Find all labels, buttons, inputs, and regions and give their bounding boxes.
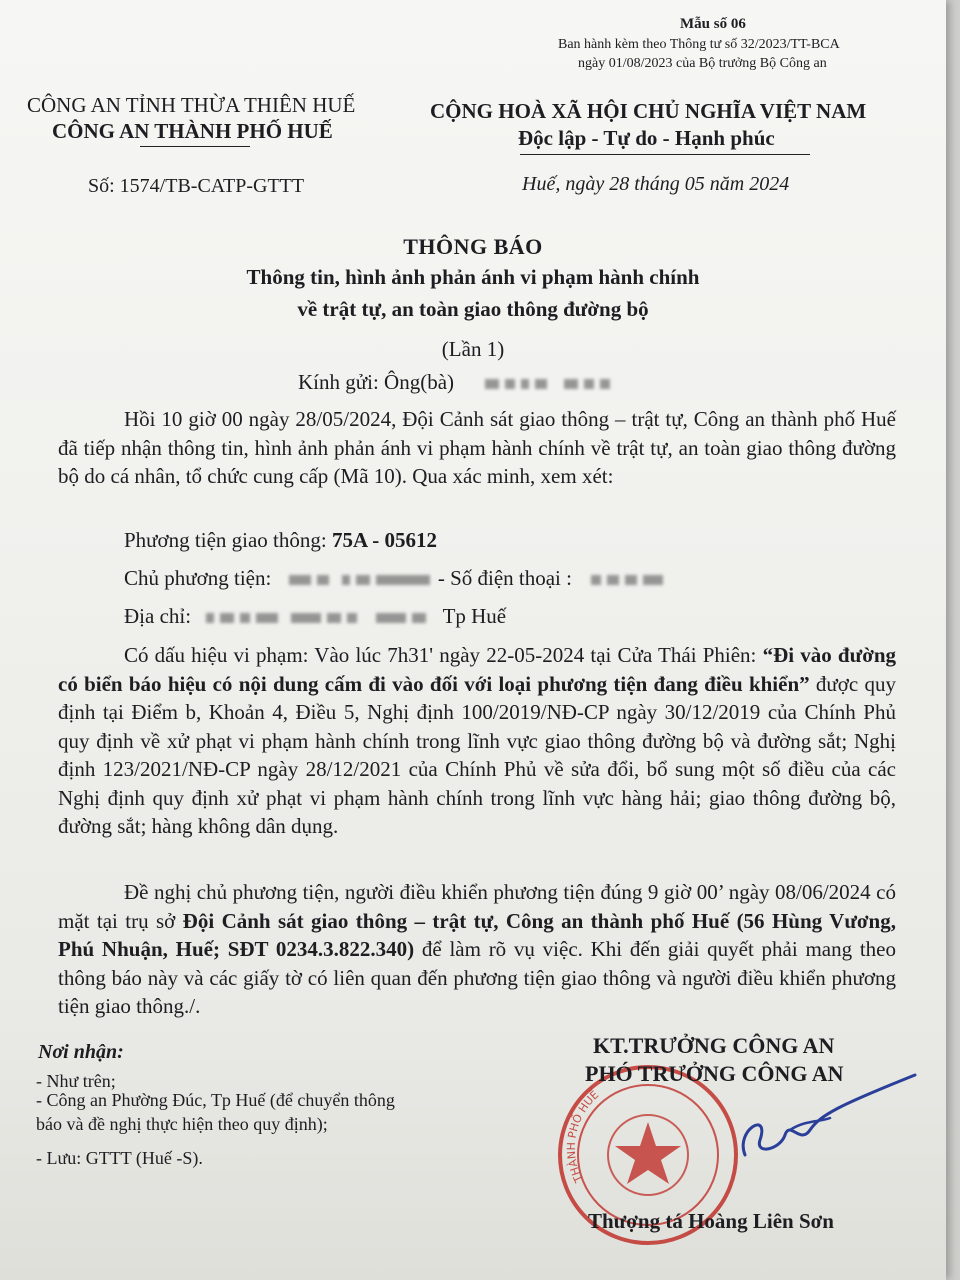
seal-text: THÀNH PHỐ HUẾ: [564, 1088, 602, 1185]
issued-by-line-1: Ban hành kèm theo Thông tư số 32/2023/TT-BCA: [558, 37, 840, 52]
vehicle-plate: 75A - 05612: [331, 528, 437, 552]
address-label: Địa chỉ:: [124, 604, 192, 628]
handwritten-signature-icon: [690, 1060, 920, 1170]
recipient-item: báo và đề nghị thực hiện theo quy định);: [36, 1114, 328, 1134]
motto-underline: [520, 154, 810, 155]
document-subtitle-1: Thông tin, hình ảnh phản ánh vi phạm hành chính: [246, 265, 700, 289]
vehicle-label: Phương tiện giao thông:: [124, 528, 332, 552]
form-number: Mẫu số 06: [680, 16, 746, 32]
signature-title-2: PHÓ TRƯỞNG CÔNG AN: [585, 1061, 844, 1086]
signature-title-1: KT.TRƯỞNG CÔNG AN: [593, 1033, 835, 1058]
redacted-address: [206, 613, 214, 623]
notice-round: (Lần 1): [441, 337, 505, 361]
document-subtitle-2: về trật tự, an toàn giao thông đường bộ: [297, 297, 649, 321]
national-motto: Độc lập - Tự do - Hạnh phúc: [518, 126, 775, 150]
recipient-label: Kính gửi: Ông(bà): [298, 370, 455, 394]
recipient-item: - Như trên;: [36, 1071, 116, 1091]
violation-description: “Đi vào đường có biển báo hiệu có nội dung cấm đi vào đối với loại phương tiện đang điều khiển”: [58, 643, 896, 696]
owner-line: [124, 566, 666, 591]
paragraph-request: [58, 878, 896, 1021]
org-underline: [140, 146, 250, 147]
recipient-line: [298, 370, 613, 395]
phone-label: - Số điện thoại :: [437, 566, 572, 590]
signer-name: Thượng tá Hoàng Liên Sơn: [588, 1209, 834, 1233]
recipients-label: Nơi nhận:: [38, 1041, 124, 1063]
violation-intro: Có dấu hiệu vi phạm: Vào lúc 7h31' ngày 22-05-2024 tại Cửa Thái Phiên:: [124, 643, 763, 667]
paragraph-violation: [58, 641, 896, 841]
address-line: [124, 604, 506, 629]
paragraph-intro: Hồi 10 giờ 00 ngày 28/05/2024, Đội Cảnh sát giao thông – trật tự, Công an thành phố Huế đã tiếp nhận thông tin, hình ảnh phản ánh vi phạm hành chính về trật tự, an toàn giao thông đường bộ do cá nhân, tổ chức cung cấp (Mã 10). Qua xác minh, xem xét:: [58, 407, 896, 488]
document-number: Số: 1574/TB-CATP-GTTT: [88, 175, 305, 197]
recipient-item: - Công an Phường Đúc, Tp Huế (để chuyển thông: [36, 1090, 395, 1110]
request-rest: để làm rõ vụ việc. Khi đến giải quyết phải mang theo thông báo này và các giấy tờ có liên quan đến phương tiện giao thông và người điều khiển phương tiện giao thông./.: [58, 937, 897, 1018]
owner-label: Chủ phương tiện:: [124, 566, 272, 590]
redacted-owner: [289, 575, 311, 585]
address-city: Tp Huế: [442, 604, 507, 628]
redacted-name: [485, 379, 499, 389]
org-name-province: CÔNG AN TỈNH THỪA THIÊN HUẾ: [27, 93, 356, 117]
vehicle-line: [124, 528, 437, 553]
document-date: Huế, ngày 28 tháng 05 năm 2024: [522, 173, 790, 195]
violation-legal-basis: được quy định tại Điểm b, Khoản 4, Điều 5, Nghị định 100/2019/NĐ-CP ngày 30/12/2019 của Chính Phủ quy định về xử phạt vi phạm hành chính trong lĩnh vực giao thông đường bộ và đường sắt; Nghị định 123/2021/NĐ-CP ngày 28/12/2021 của Chính Phủ về sửa đổi, bổ sung một số điều của các Nghị định quy định xử phạt vi phạm hành chính trong lĩnh vực hàng hải; giao thông đường bộ, đường sắt; hàng không dân dụng.: [58, 671, 896, 838]
org-name-city: CÔNG AN THÀNH PHỐ HUẾ: [52, 119, 333, 143]
recipient-item: - Lưu: GTTT (Huế -S).: [36, 1148, 203, 1168]
svg-text:THÀNH PHỐ HUẾ: [565, 1087, 602, 1185]
national-title: CỘNG HOÀ XÃ HỘI CHỦ NGHĨA VIỆT NAM: [430, 99, 867, 123]
redacted-phone: [591, 575, 601, 585]
request-intro: Đề nghị chủ phương tiện, người điều khiển phương tiện đúng 9 giờ 00’ ngày 08/06/2024 có mặt tại trụ sở: [58, 880, 896, 933]
issued-by-line-2: ngày 01/08/2023 của Bộ trưởng Bộ Công an: [578, 56, 827, 71]
police-office-address: Đội Cảnh sát giao thông – trật tự, Công an thành phố Huế (56 Hùng Vương, Phú Nhuận, Huế; SĐT 0234.3.822.340): [58, 908, 896, 961]
document-title: THÔNG BÁO: [403, 234, 543, 259]
